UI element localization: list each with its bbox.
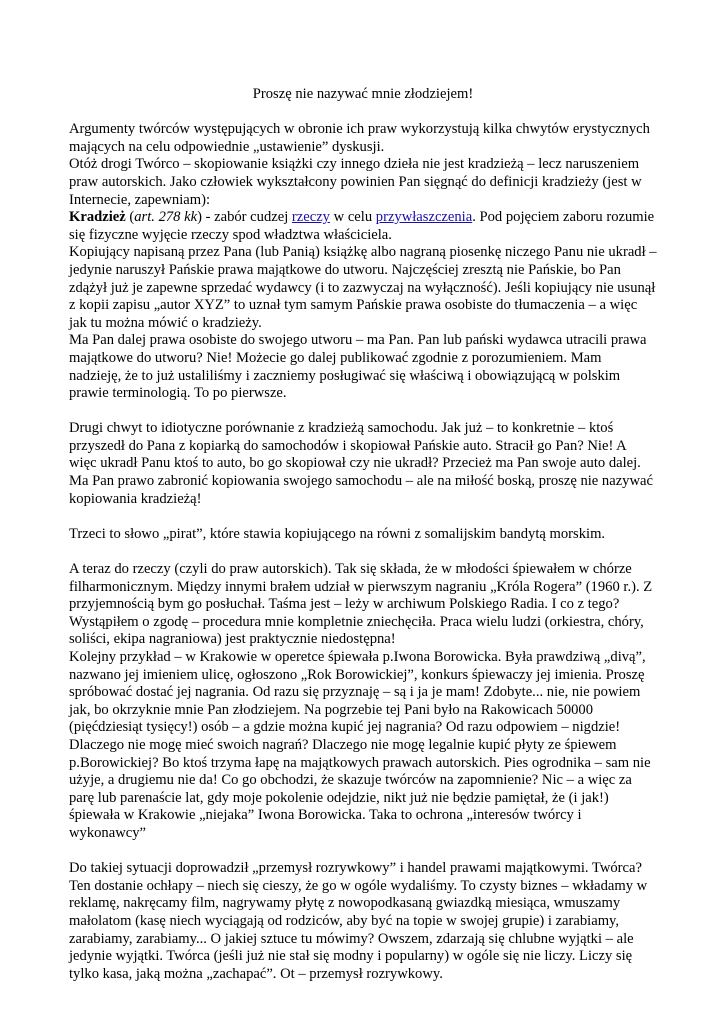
definition-citation: art. 278 kk bbox=[134, 209, 198, 226]
definition-text-1: - zabór cudzej bbox=[201, 209, 292, 226]
definition-close-paren: ) bbox=[197, 209, 202, 226]
definition-open-paren: ( bbox=[125, 209, 135, 226]
document-page bbox=[69, 86, 657, 983]
definition-paragraph bbox=[69, 209, 657, 244]
intro-paragraph-4: Ma Pan dalej prawa osobiste do swojego utworu – ma Pan. Pan lub pański wydawca utracili prawa majątkowe do utworu? Nie! Możecie go dalej publikować zgodnie z porozumieniem. Mam nadzieję, że to już ustaliliśmy i zaczniemy posługiwać się właściwą i obowiązującą w polskim prawie terminologią. To po pierwsze. bbox=[69, 332, 647, 402]
definition-term: Kradzież bbox=[69, 209, 126, 226]
rights-paragraph-2: Kolejny przykład – w Krakowie w operetce śpiewała p.Iwona Borowicka. Była prawdziwą „divą”, nazwano jej imieniem ulicę, ogłoszono „Rok Borowickiej”, konkurs śpiewaczy jej imienia. Proszę spróbować dostać jej nagrania. Od razu się przyznaję – są i ja je mam! Zdobyte... nie, nie powiem jak, bo okrzyknie mnie Pan złodziejem. Na pogrzebie tej Pani było na Rakowicach 50000 (pięćdziesiąt tysięcy!) osób – a gdzie można kupić jej nagrania? Od razu odpowiem – nigdzie! Dlaczego nie mogę mieć swoich nagrań? Dlaczego nie mogę legalnie kupić płyty ze śpiewem p.Borowickiej? Bo ktoś trzyma łapę na majątkowych prawach autorskich. Pies ogrodnika – sam nie użyje, a drugiemu nie da! Co go obchodzi, że skazuje twórców na zapomnienie? Nic – a więc za parę lub parenaście lat, gdy moje pokolenie odejdzie, nikt już nie będzie pamiętał, że (i jak!) śpiewała w Krakowie „niejaka” Iwona Borowicka. Taka to ochrona „interesów twórcy i wykonawcy” bbox=[69, 649, 651, 841]
intro-paragraph-3: Kopiujący napisaną przez Pana (lub Panią) książkę albo nagraną piosenkę niczego Panu nie ukradł – jedynie naruszył Pańskie prawa majątkowe do utworu. Najczęściej zresztą nie Pańskie, bo Pan zdążył już je zapewne sprzedać wydawcy (i to zazwyczaj na wyłączność). Jeśli kopiujący nie usunął z kopii zapisu „autor XYZ” to uznał tym samym Pańskie prawa osobiste do tłumaczenia – a więc jak tu można mówić o kradzieży. bbox=[69, 244, 657, 331]
second-argument-paragraph: Drugi chwyt to idiotyczne porównanie z kradzieżą samochodu. Jak już – to konkretnie – ktoś przyszedł do Pana z kopiarką do samochodów i skopiował Pańskie auto. Stracił go Pan? Nie! A więc ukradł Panu ktoś to auto, bo go skopiował czy nie ukradł? Przecież ma Pan swoje auto dalej. Ma Pan prawo zabronić kopiowania swojego samochodu – ale na miłość boską, proszę nie nazywać kopiowania kradzieżą! bbox=[69, 420, 653, 507]
industry-paragraph: Do takiej sytuacji doprowadził „przemysł rozrywkowy” i handel prawami majątkowymi. Twórca? Ten dostanie ochłapy – niech się cieszy, że go w ogóle wydaliśmy. To czysty biznes – wkładamy w reklamę, nakręcamy film, nagrywamy płytę z nowopodkasaną gwiazdką miesiąca, wmuszamy małolatom (kasę niech wyciągają od rodziców, aby być na topie w swojej grupie) i zarabiamy, zarabiamy, zarabiamy... O jakiej sztuce tu mówimy? Owszem, zdarzają się chlubne wyjątki – ale jedynie wyjątki. Twórca (jeśli już nie stał się modny i popularny) w ogóle się nie liczy. Liczy się tylko kasa, jaką można „zachapać”. Ot – przemysł rozrywkowy. bbox=[69, 860, 648, 982]
document-title: Proszę nie nazywać mnie złodziejem! bbox=[252, 86, 474, 102]
rights-paragraph-1: A teraz do rzeczy (czyli do praw autorskich). Tak się składa, że w młodości śpiewałem w chórze filharmonicznym. Między innymi brałem udział w pierwszym nagraniu „Króla Rogera” (1960 r.). Z przyjemnością bym go posłuchał. Taśma jest – leży w archiwum Polskiego Radia. I co z tego? Wystąpiłem o zgodę – procedura mnie kompletnie zniechęciła. Praca wielu ludzi (orkiestra, chóry, soliści, ekipa nagraniowa) jest praktycznie niedostępna! bbox=[69, 561, 653, 648]
link-przywlaszczenia[interactable]: przywłaszczenia bbox=[375, 209, 473, 226]
definition-text-3: . Pod pojęciem zaboru rozumie się fizyczne wyjęcie rzeczy spod władztwa właściciela. bbox=[69, 209, 655, 243]
intro-paragraph-1: Argumenty twórców występujących w obronie ich praw wykorzystują kilka chwytów erystycznych mających na celu odpowiednie „ustawienie” dyskusji. bbox=[69, 121, 650, 155]
third-argument-paragraph: Trzeci to słowo „pirat”, które stawia kopiującego na równi z somalijskim bandytą morskim. bbox=[69, 525, 606, 542]
definition-text-2: w celu bbox=[329, 209, 376, 226]
link-rzeczy[interactable]: rzeczy bbox=[291, 209, 330, 226]
intro-paragraph-2: Otóż drogi Twórco – skopiowanie książki czy innego dzieła nie jest kradzieżą – lecz naruszeniem praw autorskich. Jako człowiek wykształcony powinien Pan sięgnąć do definicji kradzieży (jest w Internecie, zapewniam): bbox=[69, 156, 642, 208]
